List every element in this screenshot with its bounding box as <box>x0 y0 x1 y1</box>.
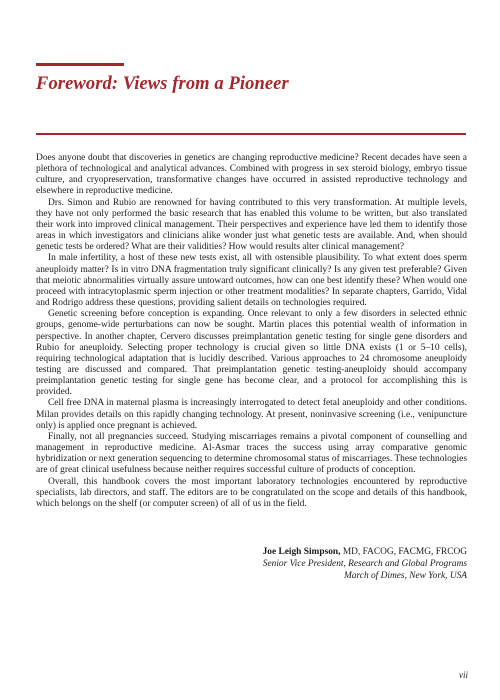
paragraph: Does anyone doubt that discoveries in genetics are changing reproductive medicine? Recent decades have seen a plethora of technological and analytical advances. Combined with progress in sex steroid biology, embryo tissue culture, and cryopreservation, transformative changes have occurred in assisted reproductive technology and elsewhere in reproductive medicine. <box>36 153 467 197</box>
paragraph: Finally, not all pregnancies succeed. Studying miscarriages remains a pivotal component of counselling and management in reproductive medicine. Al-Asmar traces the success using array comparative genomic hybridization or next generation sequencing to determine chromosomal status of miscarriages. These technologies are of great clinical usefulness because neither requires successful culture of products of conception. <box>36 431 467 476</box>
page-title: Foreword: Views from a Pioneer <box>36 74 289 94</box>
author-name: Joe Leigh Simpson, <box>262 547 341 557</box>
signature-block <box>263 546 467 582</box>
paragraph: Drs. Simon and Rubio are renowned for having contributed to this very transformation. At multiple levels, they have not only performed the basic research that has enabled this volume to be written, but also translated their work into improved clinical management. Their perspectives and experience have led them to identify those areas in which investigators and clinicians alike wonder just what genetic tests are available. And, when should genetic tests be ordered? What are their validities? How would results alter clinical management? <box>36 197 467 253</box>
author-organization: March of Dimes, New York, USA <box>344 571 467 581</box>
author-credentials: MD, FACOG, FACMG, FRCOG <box>340 547 467 557</box>
foreword-body <box>36 153 467 510</box>
paragraph: Genetic screening before conception is expanding. Once relevant to only a few disorders in selected ethnic groups, genome-wide perturbations can now be sought. Martin places this potential wealth of information in perspective. In another chapter, Cervero discusses preimplantation genetic testing for single gene disorders and Rubio for aneuploidy. Selecting proper technology is crucial given so little DNA exists (1 or 5–10 cells), requiring technological adaptation that is lucidly described. Various approaches to 24 chromosome aneuploidy testing are discussed and compared. That preimplantation genetic testing-aneuploidy should accompany preimplantation genetic testing for single gene has become clear, and a protocol for accomplishing this is provided. <box>36 309 467 398</box>
author-role: Senior Vice President, Research and Global Programs <box>262 559 467 569</box>
paragraph: In male infertility, a host of these new tests exist, all with ostensible plausibility. To what extent does sperm aneuploidy matter? Is in vitro DNA fragmentation truly significant clinically? Is any given test preferable? Given that meiotic abnormalities virtually assure untoward outcomes, how can one best identify these? When would one proceed with intracytoplasmic sperm injection or other treatment modalities? In separate chapters, Garrido, Vidal and Rodrigo address these questions, providing salient details on technologies required. <box>36 253 467 309</box>
page-number: vii <box>459 670 468 680</box>
title-rule-top <box>36 63 124 66</box>
paragraph: Cell free DNA in maternal plasma is increasingly interrogated to detect fetal aneuploidy and other conditions. Milan provides details on this rapidly changing technology. At present, noninvasive screening (i.e., venipuncture only) is applied once pregnant is achieved. <box>36 398 467 431</box>
paragraph: Overall, this handbook covers the most important laboratory technologies encountered by reproductive specialists, lab directors, and staff. The editors are to be congratulated on the scope and details of this handbook, which belongs on the shelf (or computer screen) of all of us in the field. <box>36 476 467 509</box>
title-rule-bottom <box>36 133 466 135</box>
